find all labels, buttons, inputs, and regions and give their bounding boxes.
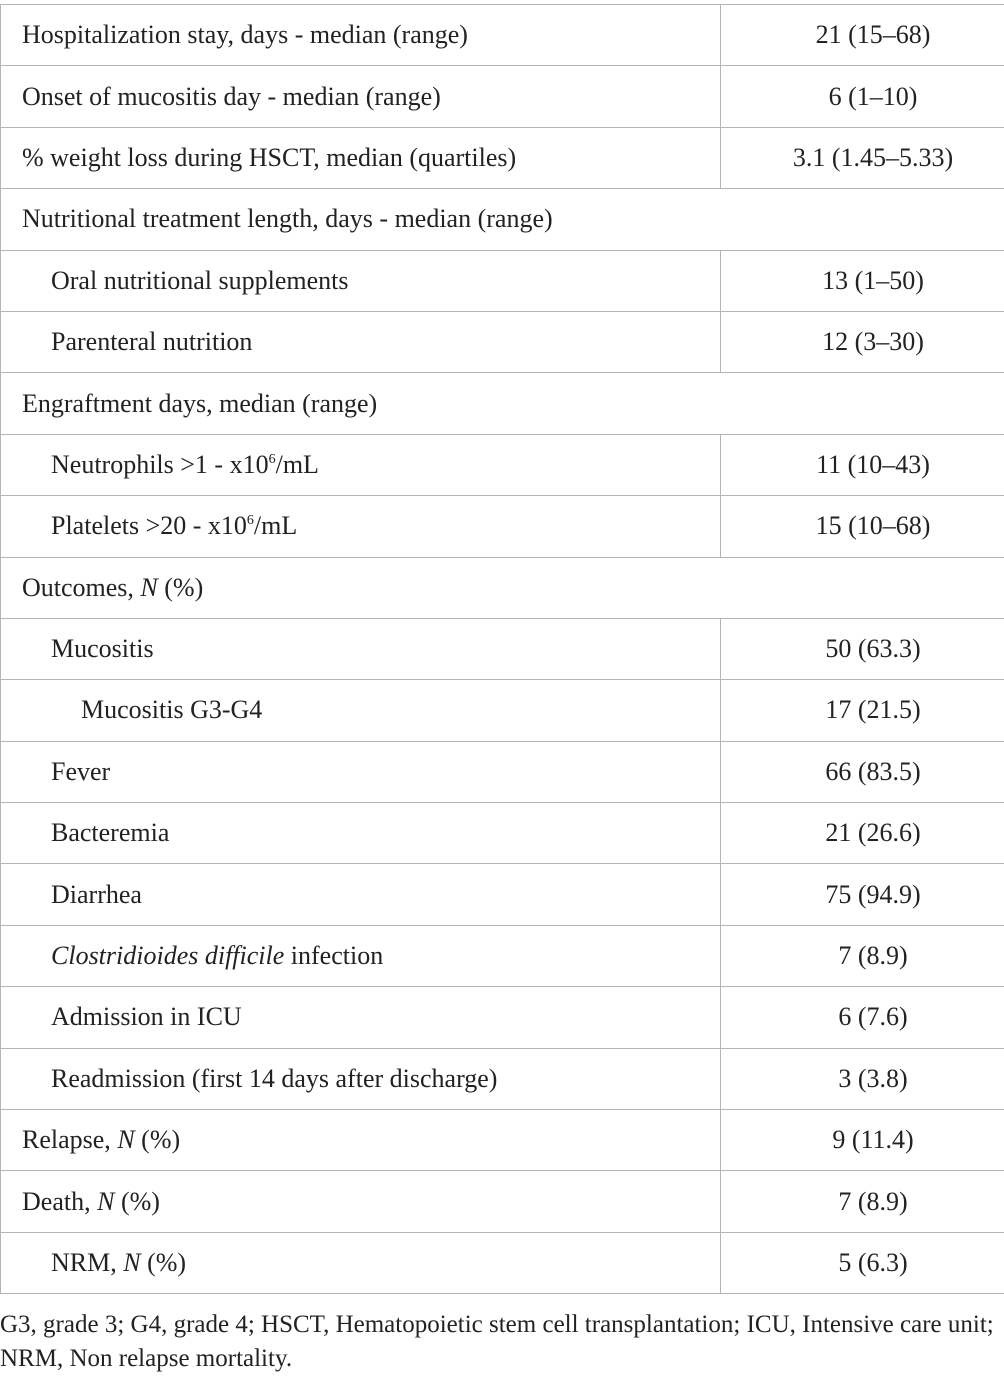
- row-label: Onset of mucositis day - median (range): [1, 66, 721, 127]
- row-label: Oral nutritional supplements: [1, 250, 721, 311]
- row-value: 12 (3–30): [721, 311, 1004, 372]
- table-row: [1, 803, 1004, 864]
- row-label: Relapse, N (%): [1, 1110, 721, 1171]
- table-row: [1, 311, 1004, 372]
- table-row: [1, 66, 1004, 127]
- table-row: [1, 864, 1004, 925]
- row-label: Death, N (%): [1, 1171, 721, 1232]
- row-value: 6 (1–10): [721, 66, 1004, 127]
- row-value: 7 (8.9): [721, 925, 1004, 986]
- table-row: [1, 496, 1004, 557]
- table-footnote: G3, grade 3; G4, grade 4; HSCT, Hematopoietic stem cell transplantation; ICU, Intensive care unit; NRM, Non relapse mortality.: [0, 1311, 994, 1372]
- table-row: [1, 680, 1004, 741]
- section-header-row: [1, 557, 1004, 618]
- table-row: [1, 1171, 1004, 1232]
- row-value: 3 (3.8): [721, 1048, 1004, 1109]
- row-value: 9 (11.4): [721, 1110, 1004, 1171]
- table-row: [1, 127, 1004, 188]
- row-value: 7 (8.9): [721, 1171, 1004, 1232]
- row-label: Parenteral nutrition: [1, 311, 721, 372]
- row-value: 75 (94.9): [721, 864, 1004, 925]
- row-value: 5 (6.3): [721, 1232, 1004, 1293]
- row-label: Hospitalization stay, days - median (range): [1, 5, 721, 66]
- row-value: 3.1 (1.45–5.33): [721, 127, 1004, 188]
- row-label: Readmission (first 14 days after discharge): [1, 1048, 721, 1109]
- table-row: [1, 618, 1004, 679]
- row-label: Platelets $>20 - x10^6/mL$: [1, 496, 721, 557]
- section-header: Engraftment days, median (range): [1, 373, 1004, 434]
- table-row: [1, 434, 1004, 495]
- row-label: Mucositis G3-G4: [1, 680, 721, 741]
- table-row: [1, 1048, 1004, 1109]
- section-header-row: [1, 373, 1004, 434]
- row-label: NRM, N (%): [1, 1232, 721, 1293]
- row-label: % weight loss during HSCT, median (quartiles): [1, 127, 721, 188]
- table-row: [1, 250, 1004, 311]
- table-row: [1, 925, 1004, 986]
- row-value: 6 (7.6): [721, 987, 1004, 1048]
- table-row: [1, 1232, 1004, 1293]
- row-label: Admission in ICU: [1, 987, 721, 1048]
- outcomes-table: [0, 4, 1004, 1294]
- section-header-row: [1, 189, 1004, 250]
- row-value: 21 (15–68): [721, 5, 1004, 66]
- row-label: Diarrhea: [1, 864, 721, 925]
- row-label: Mucositis: [1, 618, 721, 679]
- row-value: 66 (83.5): [721, 741, 1004, 802]
- row-label: Bacteremia: [1, 803, 721, 864]
- row-value: 11 (10–43): [721, 434, 1004, 495]
- table-row: [1, 1110, 1004, 1171]
- table-row: [1, 741, 1004, 802]
- row-value: 15 (10–68): [721, 496, 1004, 557]
- row-value: 17 (21.5): [721, 680, 1004, 741]
- row-label: Neutrophils $>1 - x10^6/mL$: [1, 434, 721, 495]
- row-value: 21 (26.6): [721, 803, 1004, 864]
- table-row: [1, 5, 1004, 66]
- row-label: Clostridioides difficile infection: [1, 925, 721, 986]
- row-value: 50 (63.3): [721, 618, 1004, 679]
- row-value: 13 (1–50): [721, 250, 1004, 311]
- row-label: Fever: [1, 741, 721, 802]
- section-header: Outcomes, N (%): [1, 557, 1004, 618]
- table-row: [1, 987, 1004, 1048]
- section-header: Nutritional treatment length, days - median (range): [1, 189, 1004, 250]
